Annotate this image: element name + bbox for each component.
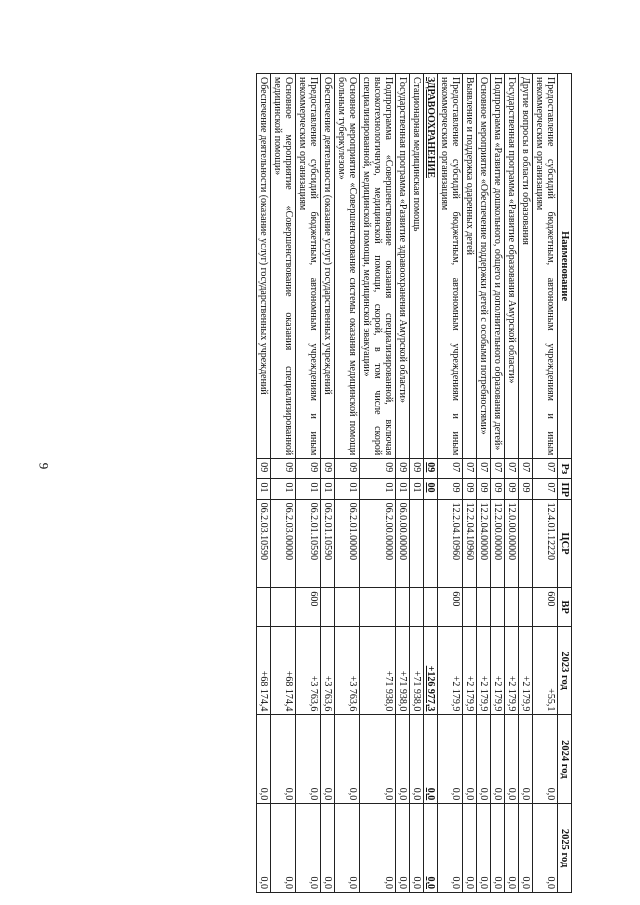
cell-2024: 0,0 [477, 715, 491, 804]
cell-name: Государственная программа «Развитие здравоохранения Амурской области» [396, 74, 410, 459]
cell-name: Основное мероприятие «Обеспечение поддержки детей с особыми потребностями» [477, 74, 491, 459]
cell-name: Подпрограмма «Совершенствование оказания специализированной, включая высокотехнологичную, медицинской помощи, скорой, в том числе скорой специализированной, медицинской помощи, медицинской эвакуации» [360, 74, 396, 459]
header-vr: ВР [558, 588, 572, 626]
cell-vr [321, 588, 335, 626]
cell-rz: 09 [410, 459, 424, 479]
cell-pr: 00 [424, 479, 438, 499]
cell-2025: 0,0 [335, 804, 360, 893]
cell-vr [424, 588, 438, 626]
cell-csr: 06.2.01.00000 [335, 499, 360, 588]
cell-csr: 12.2.00.00000 [491, 499, 505, 588]
cell-name: ЗДРАВООХРАНЕНИЕ [424, 74, 438, 459]
cell-name: Подпрограмма «Развитие дошкольного, общего и дополнительного образования детей» [491, 74, 505, 459]
rotated-page-content [104, 73, 572, 893]
cell-vr [519, 588, 533, 626]
cell-vr [335, 588, 360, 626]
table-row [533, 74, 558, 893]
cell-2024: 0,0 [396, 715, 410, 804]
cell-2025: 0,0 [477, 804, 491, 893]
header-rz: Рз [558, 459, 572, 479]
cell-2023: +55,1 [533, 626, 558, 715]
cell-2025: 0,0 [321, 804, 335, 893]
cell-rz: 09 [257, 459, 271, 479]
cell-name: Обеспечение деятельности (оказание услуг) государственных учреждений [257, 74, 271, 459]
cell-pr: 09 [438, 479, 463, 499]
cell-name: Предоставление субсидий бюджетным, автономным учреждениям и иным некоммерческим организациям [438, 74, 463, 459]
cell-2024: 0,0 [410, 715, 424, 804]
cell-2025: 0,0 [424, 804, 438, 893]
cell-rz: 09 [296, 459, 321, 479]
cell-pr: 09 [491, 479, 505, 499]
cell-csr: 12.0.00.00000 [505, 499, 519, 588]
header-2023: 2023 год [558, 626, 572, 715]
table-row [519, 74, 533, 893]
cell-2023: +2 179,9 [463, 626, 477, 715]
page-number: 9 [36, 462, 52, 470]
cell-csr: 12.2.04.00000 [477, 499, 491, 588]
cell-name: Предоставление субсидий бюджетным, автономным учреждениям и иным некоммерческим организациям [296, 74, 321, 459]
table-row [296, 74, 321, 893]
cell-name: Выявление и поддержка одаренных детей [463, 74, 477, 459]
budget-table [256, 73, 572, 893]
cell-rz: 09 [271, 459, 296, 479]
cell-pr: 09 [505, 479, 519, 499]
cell-csr: 06.2.00.00000 [360, 499, 396, 588]
cell-2023: +2 179,9 [491, 626, 505, 715]
cell-rz: 09 [424, 459, 438, 479]
cell-csr: 06.0.00.00000 [396, 499, 410, 588]
cell-2024: 0,0 [519, 715, 533, 804]
table-row [477, 74, 491, 893]
header-name: Наименование [558, 74, 572, 459]
cell-csr: 06.2.03.00000 [271, 499, 296, 588]
table-row [424, 74, 438, 893]
table-row [396, 74, 410, 893]
header-2025: 2025 год [558, 804, 572, 893]
cell-rz: 07 [463, 459, 477, 479]
cell-rz: 07 [533, 459, 558, 479]
cell-rz: 09 [335, 459, 360, 479]
cell-vr [396, 588, 410, 626]
cell-vr [463, 588, 477, 626]
table-row [257, 74, 271, 893]
cell-vr [505, 588, 519, 626]
cell-rz: 07 [438, 459, 463, 479]
cell-csr: 06.2.01.10590 [321, 499, 335, 588]
cell-2024: 0,0 [296, 715, 321, 804]
cell-rz: 09 [321, 459, 335, 479]
header-2024: 2024 год [558, 715, 572, 804]
cell-rz: 07 [505, 459, 519, 479]
table-row [271, 74, 296, 893]
cell-pr: 09 [477, 479, 491, 499]
cell-rz: 07 [491, 459, 505, 479]
table-row [491, 74, 505, 893]
table-header-row [558, 74, 572, 893]
cell-2023: +3 763,6 [335, 626, 360, 715]
cell-csr: 12.2.04.10960 [438, 499, 463, 588]
cell-2025: 0,0 [533, 804, 558, 893]
cell-pr: 01 [396, 479, 410, 499]
header-pr: ПР [558, 479, 572, 499]
cell-2024: 0,0 [424, 715, 438, 804]
cell-2023: +68 174,4 [271, 626, 296, 715]
cell-csr [519, 499, 533, 588]
table-row [321, 74, 335, 893]
cell-csr: 12.4.01.12220 [533, 499, 558, 588]
cell-name: Государственная программа «Развитие образования Амурской области» [505, 74, 519, 459]
cell-2023: +68 174,4 [257, 626, 271, 715]
cell-pr: 01 [410, 479, 424, 499]
cell-2025: 0,0 [491, 804, 505, 893]
cell-pr: 01 [296, 479, 321, 499]
cell-vr: 600 [438, 588, 463, 626]
cell-name: Предоставление субсидий бюджетным, автономным учреждениям и иным некоммерческим организациям [533, 74, 558, 459]
cell-2023: +71 938,0 [360, 626, 396, 715]
cell-2024: 0,0 [271, 715, 296, 804]
table-row [438, 74, 463, 893]
cell-vr [360, 588, 396, 626]
cell-2025: 0,0 [257, 804, 271, 893]
cell-vr: 600 [296, 588, 321, 626]
cell-vr [410, 588, 424, 626]
cell-2024: 0,0 [321, 715, 335, 804]
cell-2023: +2 179,9 [519, 626, 533, 715]
cell-pr: 01 [360, 479, 396, 499]
cell-2025: 0,0 [396, 804, 410, 893]
cell-2023: +3 763,6 [296, 626, 321, 715]
cell-2025: 0,0 [519, 804, 533, 893]
cell-2023: +71 938,0 [396, 626, 410, 715]
cell-pr: 09 [463, 479, 477, 499]
cell-2024: 0,0 [491, 715, 505, 804]
cell-vr [271, 588, 296, 626]
table-row [335, 74, 360, 893]
cell-2025: 0,0 [463, 804, 477, 893]
cell-csr: 12.2.04.10960 [463, 499, 477, 588]
cell-csr: 06.2.01.10590 [296, 499, 321, 588]
cell-name: Стационарная медицинская помощь [410, 74, 424, 459]
cell-2023: +2 179,9 [477, 626, 491, 715]
table-row [360, 74, 396, 893]
cell-vr: 600 [533, 588, 558, 626]
cell-name: Обеспечение деятельности (оказание услуг) государственных учреждений [321, 74, 335, 459]
cell-2024: 0,0 [360, 715, 396, 804]
cell-pr: 01 [335, 479, 360, 499]
cell-2025: 0,0 [296, 804, 321, 893]
table-row [505, 74, 519, 893]
cell-pr: 09 [519, 479, 533, 499]
header-csr: ЦСР [558, 499, 572, 588]
cell-vr [257, 588, 271, 626]
cell-2023: +126 977,3 [424, 626, 438, 715]
cell-2025: 0,0 [505, 804, 519, 893]
cell-2024: 0,0 [257, 715, 271, 804]
table-row [463, 74, 477, 893]
cell-2023: +2 179,9 [438, 626, 463, 715]
cell-csr [410, 499, 424, 588]
cell-2025: 0,0 [271, 804, 296, 893]
cell-name: Другие вопросы в области образования [519, 74, 533, 459]
cell-2024: 0,0 [505, 715, 519, 804]
table-row [410, 74, 424, 893]
cell-csr: 06.2.03.10590 [257, 499, 271, 588]
cell-2025: 0,0 [438, 804, 463, 893]
cell-name: Основное мероприятие «Совершенствование системы оказания медицинской помощи больным туберкулезом» [335, 74, 360, 459]
cell-2023: +2 179,9 [505, 626, 519, 715]
cell-2024: 0,0 [438, 715, 463, 804]
cell-rz: 07 [477, 459, 491, 479]
cell-csr [424, 499, 438, 588]
cell-pr: 01 [271, 479, 296, 499]
table-body [257, 74, 558, 893]
cell-2023: +3 763,6 [321, 626, 335, 715]
cell-2024: 0,0 [335, 715, 360, 804]
cell-pr: 01 [321, 479, 335, 499]
cell-2023: +71 938,0 [410, 626, 424, 715]
cell-rz: 09 [360, 459, 396, 479]
cell-name: Основное мероприятие «Совершенствование оказания специализированной медицинской помощи» [271, 74, 296, 459]
cell-2025: 0,0 [410, 804, 424, 893]
cell-vr [491, 588, 505, 626]
cell-2024: 0,0 [533, 715, 558, 804]
cell-2024: 0,0 [463, 715, 477, 804]
cell-2025: 0,0 [360, 804, 396, 893]
cell-rz: 07 [519, 459, 533, 479]
cell-vr [477, 588, 491, 626]
cell-pr: 01 [257, 479, 271, 499]
cell-pr: 07 [533, 479, 558, 499]
cell-rz: 09 [396, 459, 410, 479]
